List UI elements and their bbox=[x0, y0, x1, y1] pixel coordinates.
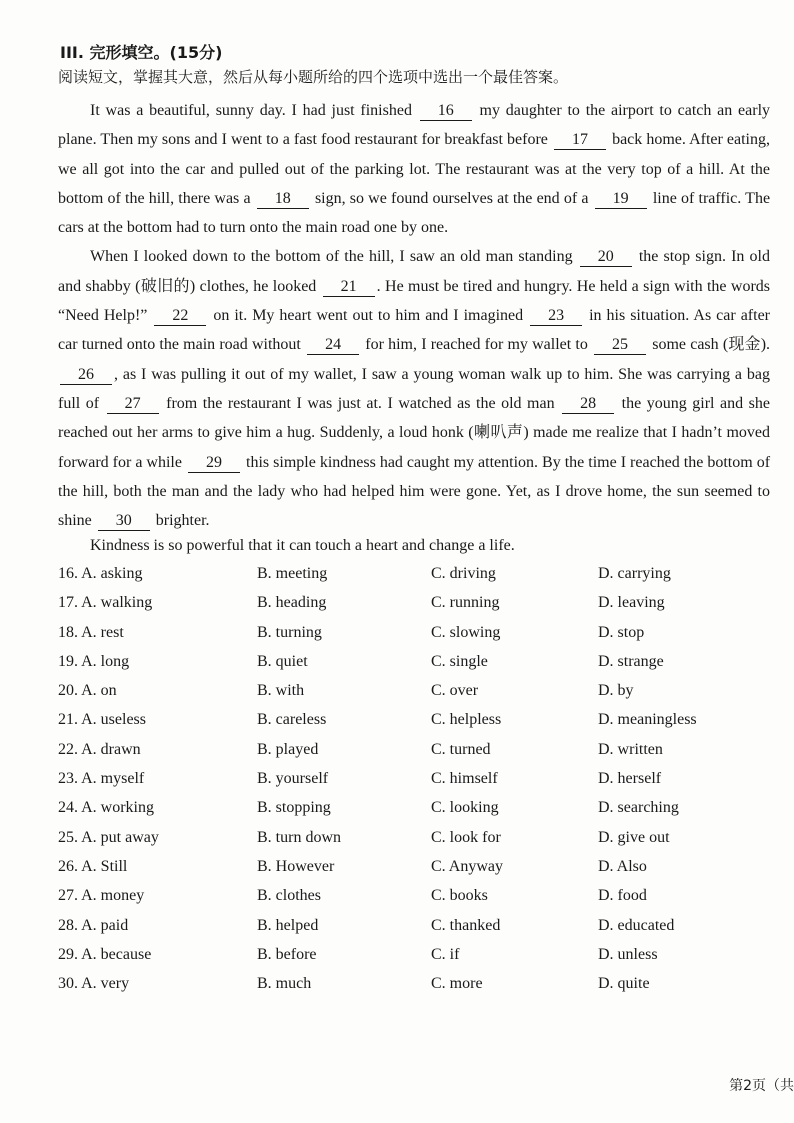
passage-text: from the restaurant I was just at. I watched as the old man bbox=[166, 394, 555, 412]
option-b: B. yourself bbox=[257, 770, 329, 788]
passage-text: some cash (现金). bbox=[652, 336, 771, 354]
passage-paragraph-2 bbox=[58, 242, 770, 535]
option-d: D. Also bbox=[598, 857, 647, 875]
blank-30: 30 bbox=[98, 512, 150, 531]
passage-text: in his situation. As car after car turned onto the main road without bbox=[58, 307, 770, 354]
passage-text: the stop sign. In old and shabby (破旧的) clothes, he looked bbox=[58, 248, 770, 295]
option-c: C. single bbox=[431, 652, 488, 670]
blank-18: 18 bbox=[257, 190, 309, 209]
option-b: B. However bbox=[257, 857, 335, 875]
passage-text: on it. My heart went out to him and I imagined bbox=[213, 307, 524, 325]
option-c: C. running bbox=[431, 594, 500, 612]
passage-text: this simple kindness had caught my attention. By the time I reached the bottom of the hill, both the man and the lady who had helped him were gone. Yet, as I drove home, the sun seemed to shine bbox=[58, 453, 771, 530]
option-c: C. books bbox=[431, 887, 488, 905]
passage-text: my daughter to the airport to catch an early plane. Then my sons and I went to a fast food restaurant for breakfast before bbox=[58, 102, 771, 149]
option-b: B. turning bbox=[257, 623, 322, 641]
option-b: B. careless bbox=[257, 711, 327, 729]
question-row bbox=[58, 975, 770, 1004]
option-c: C. turned bbox=[431, 740, 491, 758]
section-title: III. 完形填空。(15分) bbox=[60, 43, 223, 62]
option-b: B. before bbox=[257, 945, 317, 963]
option-b: B. turn down bbox=[257, 828, 341, 846]
option-b: B. much bbox=[257, 975, 312, 993]
option-d: D. give out bbox=[598, 828, 670, 846]
passage-text: brighter. bbox=[155, 512, 210, 530]
option-a: 23. A. myself bbox=[58, 770, 145, 788]
option-b: B. helped bbox=[257, 916, 319, 934]
answer-options bbox=[58, 565, 770, 1004]
option-b: B. played bbox=[257, 740, 319, 758]
option-b: B. heading bbox=[257, 594, 327, 612]
blank-23: 23 bbox=[530, 307, 582, 326]
passage-text: the young girl and she reached out her arms to give him a hug. Suddenly, a loud honk (喇叭声) made me realize that I hadn’t moved forward for a while bbox=[58, 394, 770, 471]
option-a: 26. A. Still bbox=[58, 857, 128, 875]
question-row bbox=[58, 594, 770, 623]
option-c: C. himself bbox=[431, 770, 498, 788]
option-c: C. Anyway bbox=[431, 857, 503, 875]
passage-text: line of traffic. The cars at the bottom had to turn onto the main road one by one. bbox=[58, 189, 771, 237]
option-b: B. clothes bbox=[257, 887, 321, 905]
page-footer: 第2页（共 bbox=[729, 1078, 794, 1094]
blank-26: 26 bbox=[60, 366, 112, 385]
option-d: D. by bbox=[598, 682, 634, 700]
question-row bbox=[58, 829, 770, 858]
option-a: 28. A. paid bbox=[58, 916, 129, 934]
option-c: C. more bbox=[431, 975, 483, 993]
passage-text: for him, I reached for my wallet to bbox=[365, 336, 588, 354]
blank-27: 27 bbox=[107, 395, 159, 414]
option-d: D. leaving bbox=[598, 594, 665, 612]
option-c: C. thanked bbox=[431, 916, 501, 934]
option-d: D. educated bbox=[598, 916, 675, 934]
blank-17: 17 bbox=[554, 131, 606, 150]
option-a: 29. A. because bbox=[58, 945, 152, 963]
closing-sentence: Kindness is so powerful that it can touch a heart and change a life. bbox=[90, 537, 515, 554]
option-c: C. driving bbox=[431, 565, 496, 582]
option-a: 25. A. put away bbox=[58, 828, 159, 846]
blank-20: 20 bbox=[580, 248, 632, 267]
question-row bbox=[58, 770, 770, 799]
passage-text: When I looked down to the bottom of the hill, I saw an old man standing bbox=[90, 248, 573, 266]
question-row bbox=[58, 741, 770, 770]
option-d: D. herself bbox=[598, 770, 662, 788]
blank-19: 19 bbox=[595, 190, 647, 209]
option-d: D. stop bbox=[598, 623, 645, 641]
option-a: 19. A. long bbox=[58, 652, 130, 670]
passage-text: sign, so we found ourselves at the end of a bbox=[314, 189, 589, 207]
question-row bbox=[58, 946, 770, 975]
option-d: D. searching bbox=[598, 799, 679, 817]
cloze-passage bbox=[58, 96, 770, 535]
option-d: D. strange bbox=[598, 652, 664, 670]
blank-16: 16 bbox=[420, 102, 472, 121]
question-row bbox=[58, 653, 770, 682]
option-a: 21. A. useless bbox=[58, 711, 146, 729]
option-c: C. if bbox=[431, 945, 460, 963]
option-a: 16. A. asking bbox=[58, 565, 143, 582]
question-row bbox=[58, 624, 770, 653]
blank-24: 24 bbox=[307, 336, 359, 355]
passage-text: , as I was pulling it out of my wallet, I saw a young woman walk up to him. She was carrying a bag full of bbox=[58, 365, 770, 412]
blank-29: 29 bbox=[188, 454, 240, 473]
option-d: D. unless bbox=[598, 945, 658, 963]
option-c: C. looking bbox=[431, 799, 499, 817]
instructions-text: 阅读短文，掌握其大意，然后从每小题所给的四个选项中选出一个最佳答案。 bbox=[58, 68, 569, 86]
option-d: D. written bbox=[598, 740, 663, 758]
blank-21: 21 bbox=[323, 278, 375, 297]
option-a: 30. A. very bbox=[58, 975, 130, 993]
option-c: C. look for bbox=[431, 828, 501, 846]
passage-text: . He must be tired and hungry. He held a sign with the words “Need Help!” bbox=[58, 277, 770, 325]
option-a: 27. A. money bbox=[58, 887, 145, 905]
question-row bbox=[58, 565, 770, 594]
blank-28: 28 bbox=[562, 395, 614, 414]
option-c: C. over bbox=[431, 682, 479, 700]
blank-22: 22 bbox=[154, 307, 206, 326]
option-d: D. meaningless bbox=[598, 711, 697, 729]
option-c: C. helpless bbox=[431, 711, 502, 729]
passage-text: back home. After eating, we all got into the car and pulled out of the parking lot. The restaurant was at the very top of a hill. At the bottom of the hill, there was a bbox=[58, 131, 771, 207]
option-b: B. quiet bbox=[257, 652, 308, 670]
question-row bbox=[58, 858, 770, 887]
option-a: 22. A. drawn bbox=[58, 740, 141, 758]
option-d: D. carrying bbox=[598, 565, 671, 582]
passage-paragraph-1 bbox=[58, 96, 770, 242]
option-a: 18. A. rest bbox=[58, 623, 124, 641]
option-a: 17. A. walking bbox=[58, 594, 153, 612]
option-d: D. food bbox=[598, 887, 647, 905]
question-row bbox=[58, 682, 770, 711]
question-row bbox=[58, 887, 770, 916]
passage-text: It was a beautiful, sunny day. I had just finished bbox=[90, 102, 412, 119]
option-a: 24. A. working bbox=[58, 799, 154, 817]
question-row bbox=[58, 711, 770, 740]
option-b: B. stopping bbox=[257, 799, 331, 817]
blank-25: 25 bbox=[594, 336, 646, 355]
option-b: B. with bbox=[257, 682, 305, 700]
question-row bbox=[58, 799, 770, 828]
option-d: D. quite bbox=[598, 975, 650, 993]
option-c: C. slowing bbox=[431, 623, 501, 641]
question-row bbox=[58, 917, 770, 946]
option-b: B. meeting bbox=[257, 565, 328, 582]
option-a: 20. A. on bbox=[58, 682, 117, 700]
